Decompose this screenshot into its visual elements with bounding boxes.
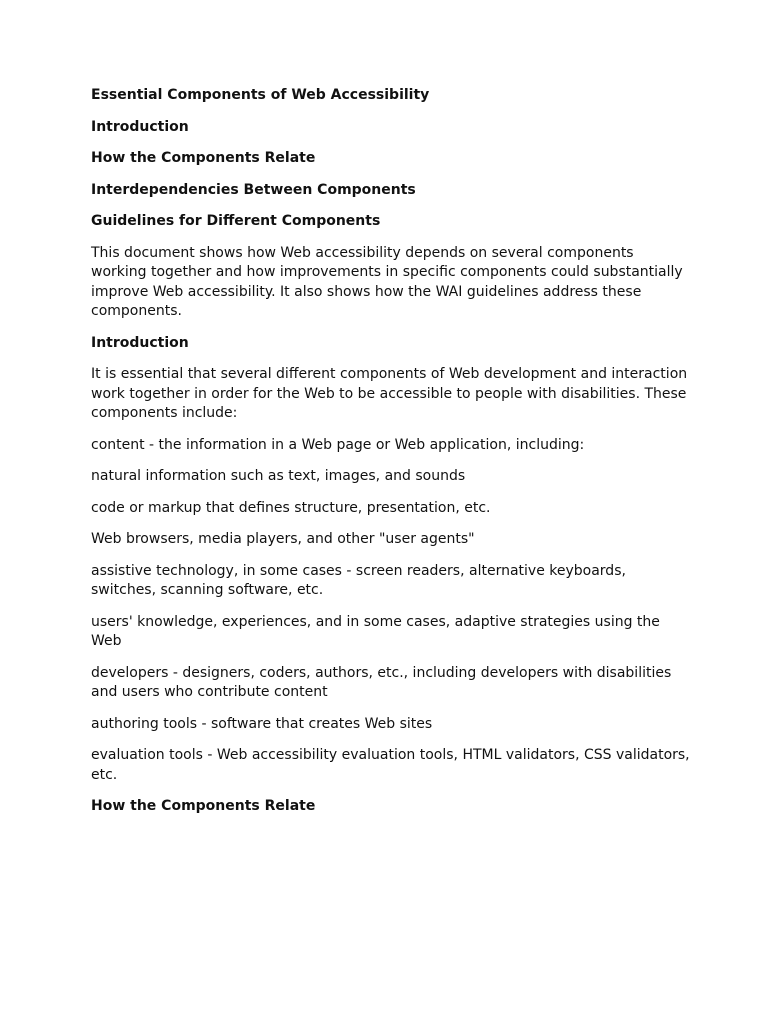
toc-item-introduction: Introduction — [91, 118, 189, 135]
component-item-evaluation-tools: evaluation tools - Web accessibility evaluation tools, HTML validators, CSS validators, etc. — [91, 747, 690, 783]
component-item-assistive-technology: assistive technology, in some cases - screen readers, alternative keyboards, switches, scanning software, etc. — [91, 562, 626, 598]
component-item-content: content - the information in a Web page or Web application, including: — [91, 436, 585, 453]
summary-paragraph: This document shows how Web accessibility depends on several components working together and how improvements in specific components could substantially improve Web accessibility. It also shows how the WAI guidelines address these components. — [91, 244, 683, 319]
document-title: Essential Components of Web Accessibility — [91, 87, 430, 103]
component-item-developers: developers - designers, coders, authors, etc., including developers with disabilities and users who contribute content — [91, 664, 672, 700]
how-components-relate-heading: How the Components Relate — [91, 798, 316, 814]
introduction-heading: Introduction — [91, 334, 189, 351]
toc-item-guidelines: Guidelines for Different Components — [91, 213, 381, 229]
toc-item-how-components-relate: How the Components Relate — [91, 150, 316, 166]
component-item-user-agents: Web browsers, media players, and other "user agents" — [91, 531, 475, 547]
document-page — [91, 86, 691, 829]
toc-item-interdependencies: Interdependencies Between Components — [91, 181, 416, 198]
component-item-natural-information: natural information such as text, images, and sounds — [91, 468, 466, 484]
component-item-authoring-tools: authoring tools - software that creates Web sites — [91, 715, 433, 732]
introduction-paragraph: It is essential that several different components of Web development and interaction work together in order for the Web to be accessible to people with disabilities. These components include: — [91, 366, 688, 421]
component-item-code-markup: code or markup that defines structure, presentation, etc. — [91, 499, 491, 516]
component-item-users-knowledge: users' knowledge, experiences, and in some cases, adaptive strategies using the Web — [91, 613, 660, 649]
